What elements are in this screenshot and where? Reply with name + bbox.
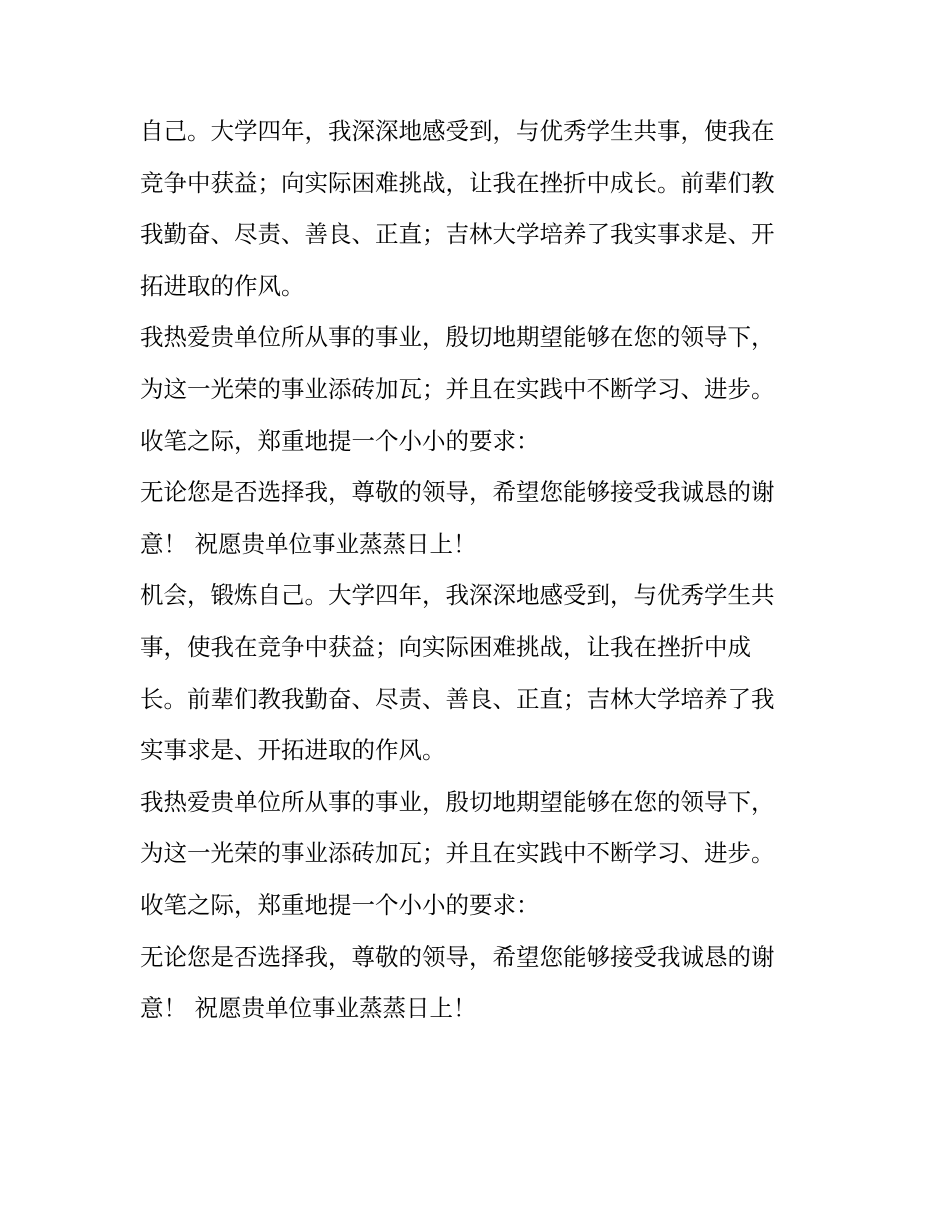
text-line: 我热爱贵单位所从事的事业，殷切地期望能够在您的领导下，: [140, 323, 775, 352]
text-line: 意！ 祝愿贵单位事业蒸蒸日上！: [140, 529, 477, 558]
text-line: 收笔之际，郑重地提一个小小的要求：: [140, 426, 540, 455]
text-line: 竞争中获益；向实际困难挑战，让我在挫折中成长。前辈们教: [140, 168, 775, 197]
text-line: 长。前辈们教我勤奋、尽责、善良、正直；吉林大学培养了我: [140, 684, 775, 713]
text-line: 拓进取的作风。: [140, 271, 305, 300]
text-line: 无论您是否选择我，尊敬的领导，希望您能够接受我诚恳的谢: [140, 942, 775, 971]
text-line: 为这一光荣的事业添砖加瓦；并且在实践中不断学习、进步。: [140, 374, 775, 403]
text-line: 无论您是否选择我，尊敬的领导，希望您能够接受我诚恳的谢: [140, 478, 775, 507]
document-body: [140, 106, 820, 1035]
text-line: 事，使我在竞争中获益；向实际困难挑战，让我在挫折中成: [140, 632, 751, 661]
text-line: 收笔之际，郑重地提一个小小的要求：: [140, 890, 540, 919]
text-line: 意！ 祝愿贵单位事业蒸蒸日上！: [140, 994, 477, 1023]
text-line: 机会，锻炼自己。大学四年，我深深地感受到，与优秀学生共: [140, 581, 775, 610]
text-line: 我热爱贵单位所从事的事业，殷切地期望能够在您的领导下，: [140, 787, 775, 816]
text-line: 为这一光荣的事业添砖加瓦；并且在实践中不断学习、进步。: [140, 839, 775, 868]
text-line: 自己。大学四年，我深深地感受到，与优秀学生共事，使我在: [140, 117, 775, 145]
text-line: 实事求是、开拓进取的作风。: [140, 736, 446, 765]
text-line: 我勤奋、尽责、善良、正直；吉林大学培养了我实事求是、开: [140, 220, 775, 249]
